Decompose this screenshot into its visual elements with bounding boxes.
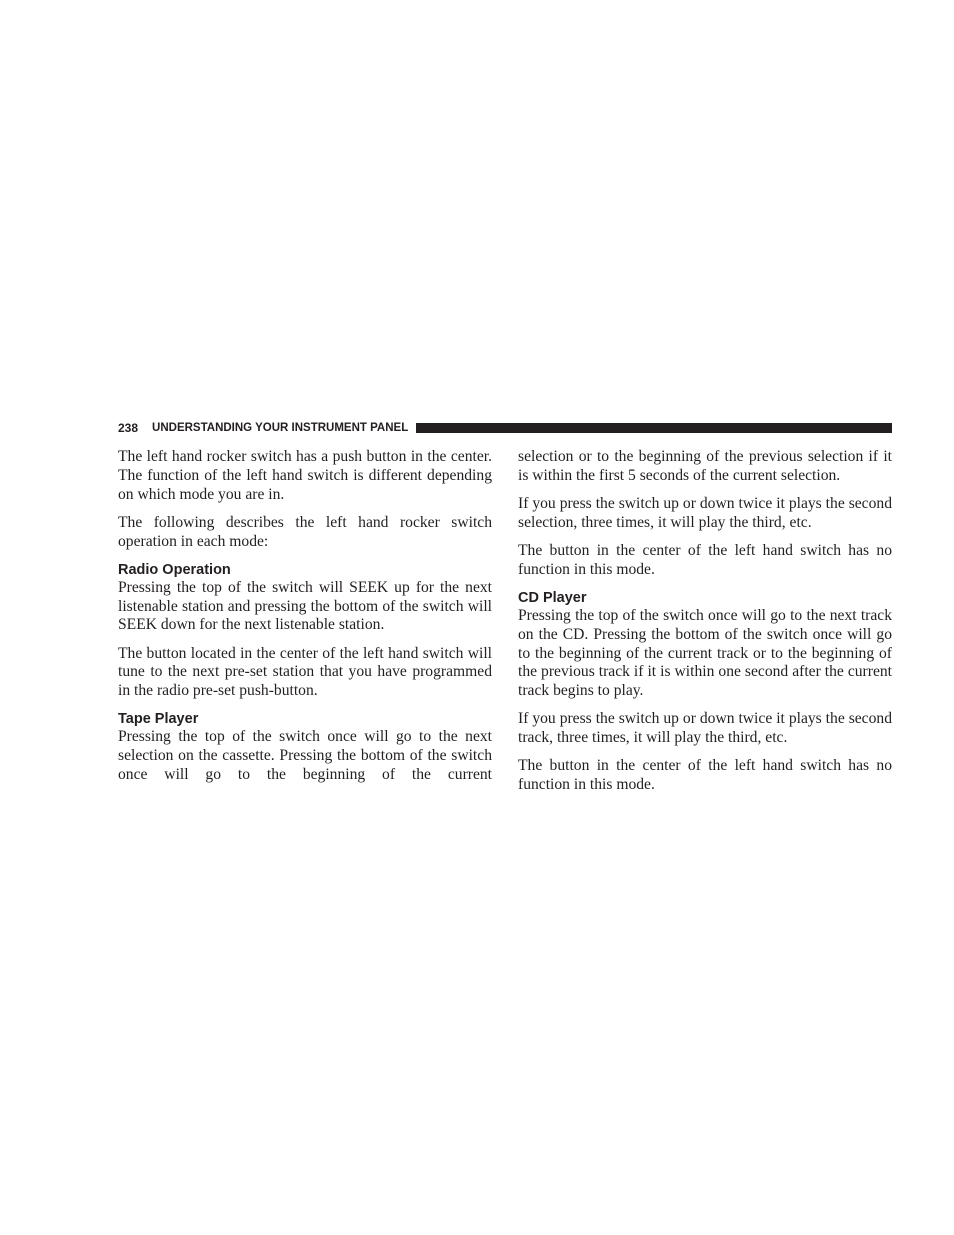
- cd-paragraph-3: The button in the center of the left hand switch has no function in this mode.: [518, 757, 892, 794]
- page-number: 238: [118, 421, 139, 435]
- header-rule-bar: [416, 423, 892, 433]
- radio-paragraph-1: Pressing the top of the switch will SEEK up for the next listenable station and pressing the bottom of the switch will SEEK down for the next listenable station.: [118, 578, 492, 634]
- tape-paragraph-1-continued: selection or to the beginning of the previous selection if it is within the first 5 seconds of the current selection.: [518, 448, 892, 484]
- intro-paragraph: The left hand rocker switch has a push button in the center. The function of the left hand switch is different depending on which mode you are in.: [118, 448, 492, 503]
- tape-paragraph-1: Pressing the top of the switch once will go to the next selection on the cassette. Pressing the bottom of the switch once will go to the beginning of the current: [118, 728, 492, 783]
- intro-paragraph-2: The following describes the left hand rocker switch operation in each mode:: [118, 513, 492, 550]
- tape-paragraph-3: The button in the center of the left hand switch has no function in this mode.: [518, 541, 892, 578]
- right-column: [518, 448, 892, 804]
- tape-paragraph-2: If you press the switch up or down twice it plays the second selection, three times, it will play the third, etc.: [518, 494, 892, 531]
- cd-paragraph-2: If you press the switch up or down twice it plays the second track, three times, it will play the third, etc.: [518, 710, 892, 747]
- cd-paragraph-1: Pressing the top of the switch once will go to the next track on the CD. Pressing the bottom of the switch once will go to the beginning of the current track or to the beginning of the previous track if it is within one second after the current track begins to play.: [518, 606, 892, 700]
- radio-operation-heading: Radio Operation: [118, 561, 231, 578]
- section-title: UNDERSTANDING YOUR INSTRUMENT PANEL: [152, 422, 409, 434]
- tape-player-heading: Tape Player: [118, 711, 199, 728]
- radio-paragraph-2: The button located in the center of the left hand switch will tune to the next pre-set station that you have programmed in the radio pre-set push-button.: [118, 644, 492, 700]
- cd-player-heading: CD Player: [518, 589, 587, 606]
- page-header: [118, 419, 892, 437]
- left-column: [118, 448, 492, 794]
